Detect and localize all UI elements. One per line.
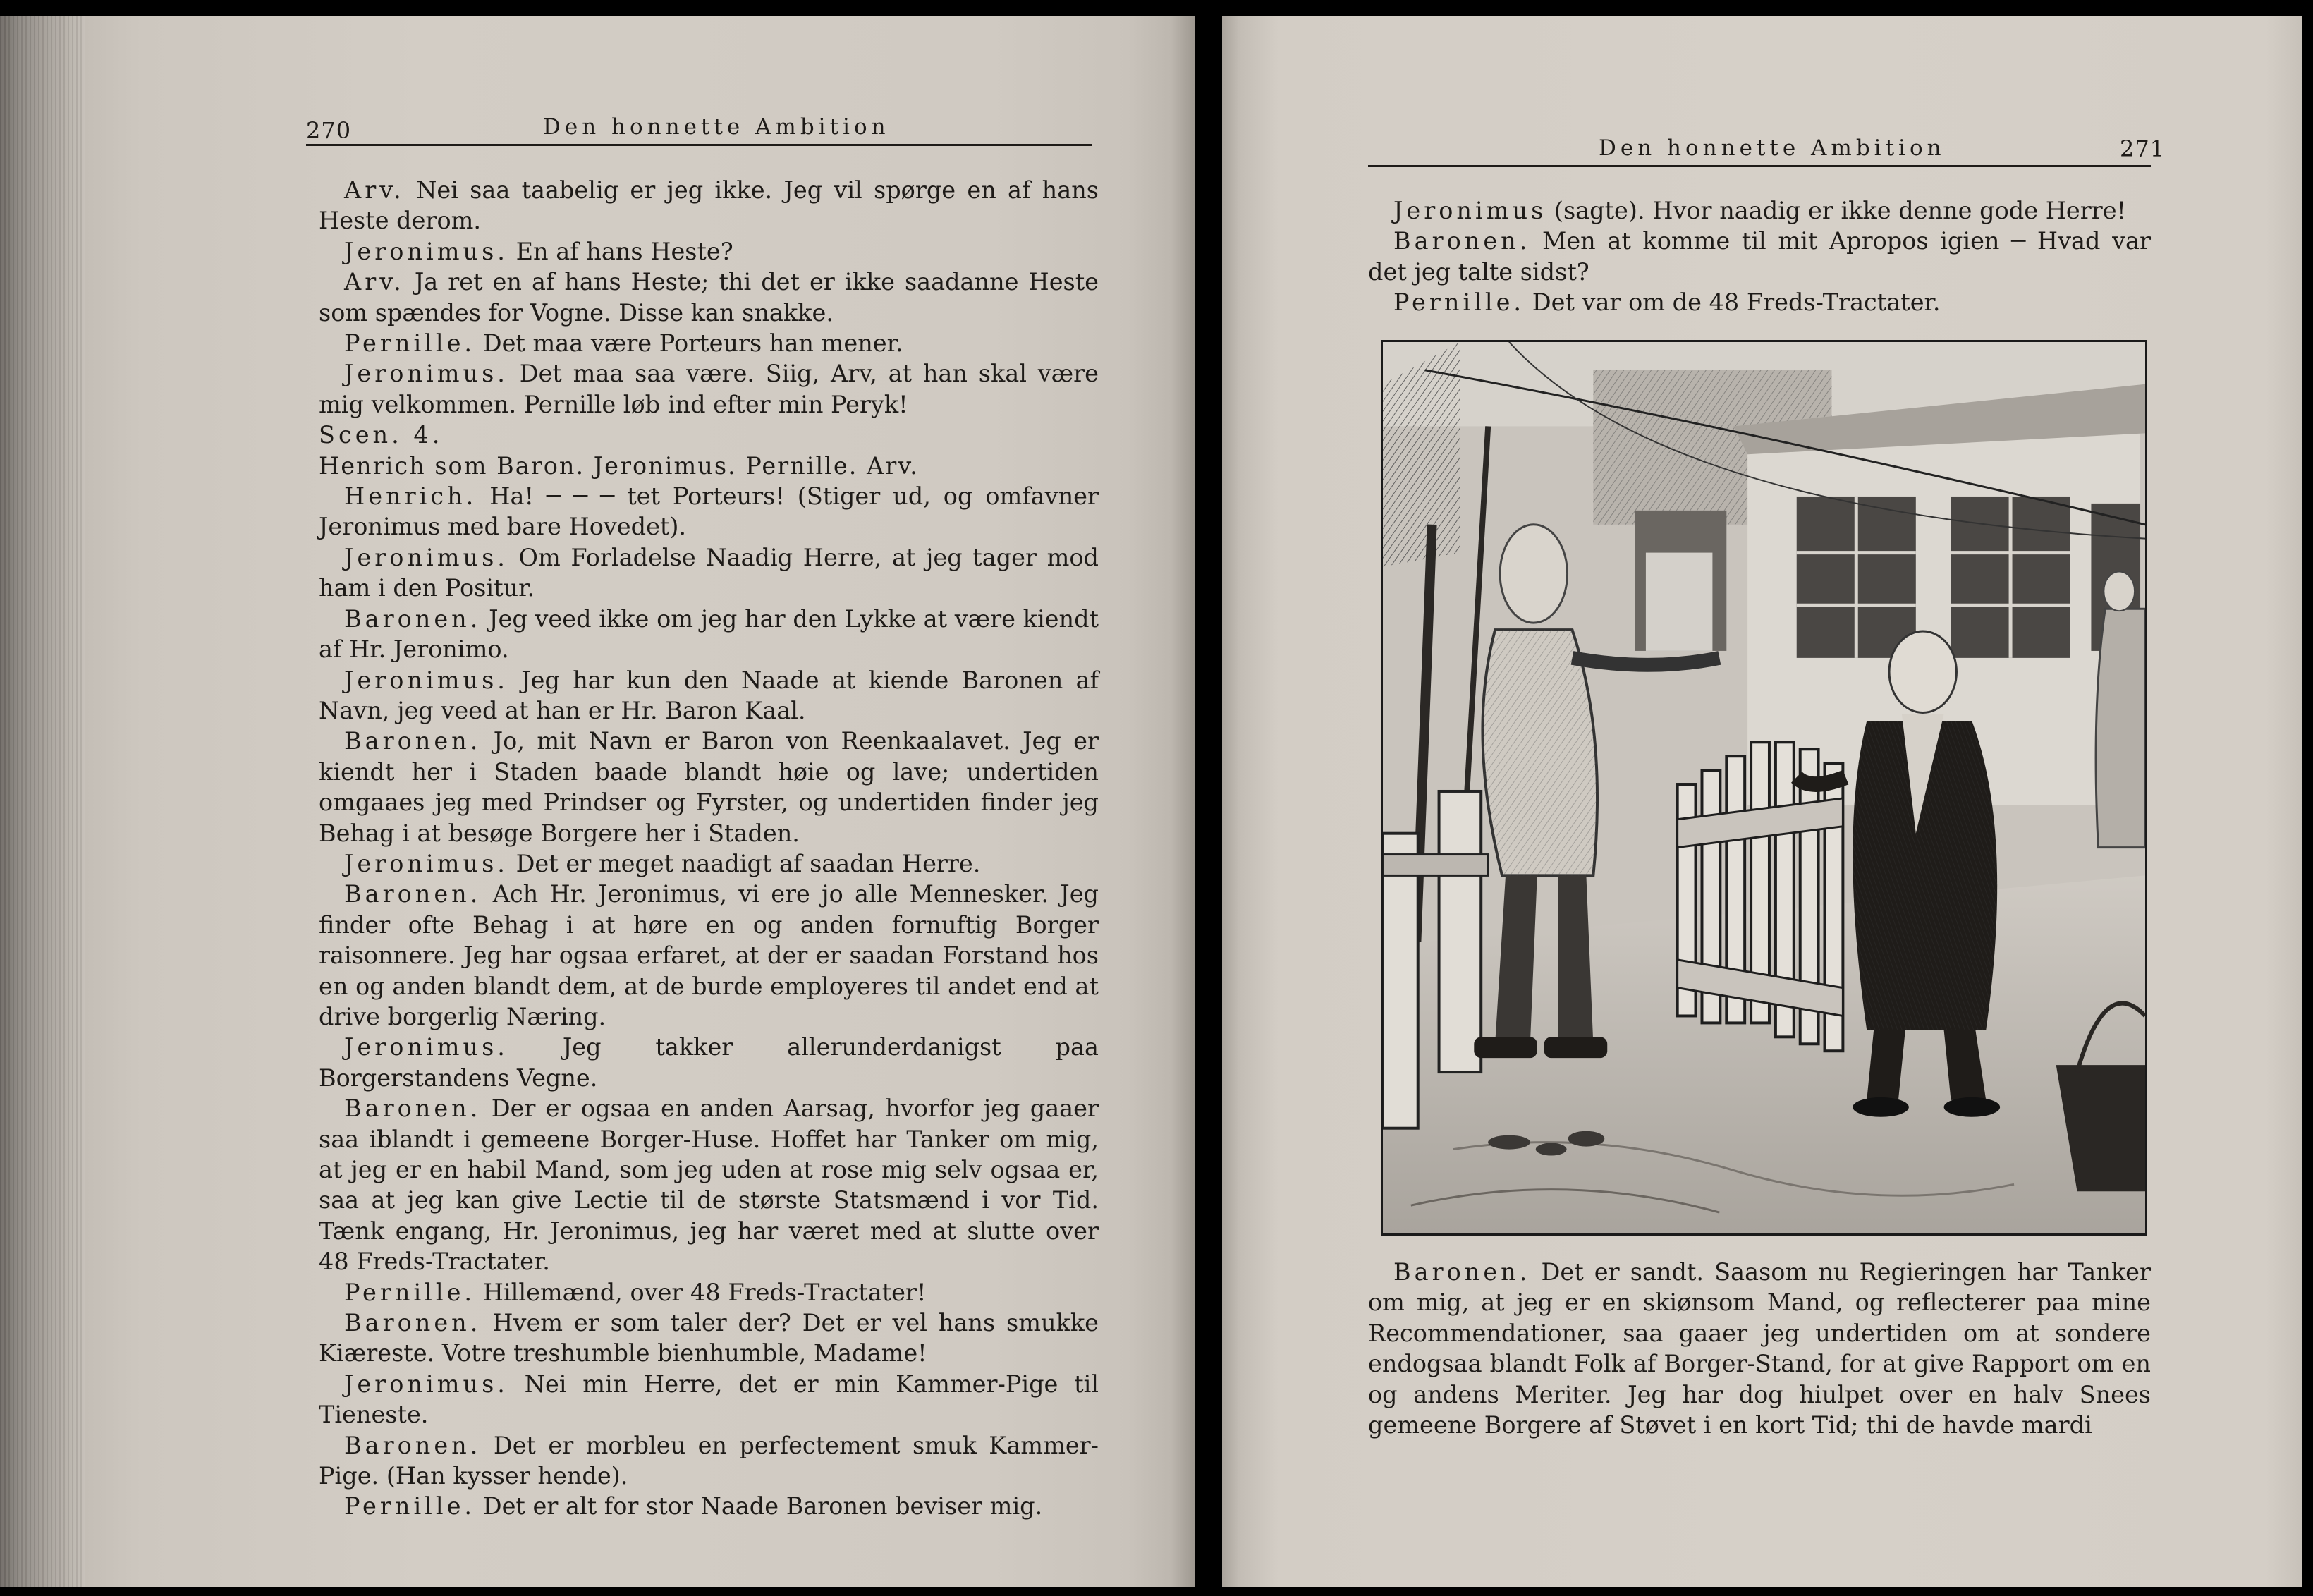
dialogue-line [319,604,1099,665]
dialogue-line [319,1032,1099,1093]
speech-text: Det maa være Porteurs han mener. [475,329,903,358]
speaker-name: Henrich. [344,482,477,511]
speech-text: Nei min Herre, det er min Kammer-Pige til Tieneste. [319,1370,1099,1429]
dialogue-line [319,267,1099,328]
dialogue-block [1368,195,2151,318]
speaker-name: Arv. [344,176,405,204]
left-page [0,16,1195,1587]
dialogue-line [319,328,1099,358]
speech-text: Jeg har kun den Naade at kiende Baronen af Navn, jeg veed at han er Hr. Baron Kaal. [319,666,1099,724]
speaker-name: Baronen. [1393,227,1531,255]
dialogue-line [1368,226,2151,287]
speech-text: Det var om de 48 Freds-Tractater. [1525,288,1941,317]
speaker-name: Jeronimus. [344,666,508,694]
speaker-name: Baronen. [344,1431,482,1459]
speaker-name: Jeronimus. [344,543,508,571]
speech-text: Det er morbleu en perfectement smuk Kammer-Pige. (Han kysser hende). [319,1431,1099,1490]
page-number: 271 [2120,135,2166,162]
scene-persons: Henrich som Baron. Jeronimus. Pernille. Arv. [319,451,919,480]
right-body-text-top [1368,195,2151,318]
speaker-name: Baronen. [1393,1258,1531,1286]
speaker-name: Pernille. [344,329,476,358]
speech-text: Nei saa taabelig er jeg ikke. Jeg vil spørge en af hans Heste derom. [319,176,1099,235]
scene-title: Scen. 4. [319,421,444,449]
page-number: 270 [306,117,352,144]
speaker-name: Jeronimus. [344,1033,508,1061]
scene-dialogue-block [319,481,1099,1522]
speech-text: Det er sandt. Saasom nu Regieringen har Tanker om mig, at jeg er en skiønsom Mand, og reflecterer paa mine Recommendationer, saa gaaer jeg undertiden om at sondere endogsaa blandt Folk af Borger-Stand, for at give Rapport om en og andens Meriter. Jeg har dog hiulpet over en halv Snees gemeene Borgere af Støvet i en kort Tid; thi de havde mardi [1368,1258,2151,1439]
dialogue-line [319,726,1099,848]
dialogue-block [319,175,1099,420]
speaker-name: Pernille. [1393,288,1525,317]
dialogue-line [319,358,1099,420]
header-rule [306,144,1092,146]
speech-text: Ach Hr. Jeronimus, vi ere jo alle Mennesker. Jeg finder ofte Behag i at høre en og anden fornuftig Borger raisonnere. Jeg har ogsaa erfaret, at der er saadan Forstand hos en og anden blandt dem, at de burde employeres til andet end at drive borgerlig Næring. [319,880,1099,1030]
speaker-name: Baronen. [344,727,482,755]
dialogue-line [319,848,1099,879]
speech-text: Om Forladelse Naadig Herre, at jeg tager mod ham i den Positur. [319,543,1099,602]
speaker-name: Baronen. [344,604,482,633]
speech-text: Hillemænd, over 48 Freds-Tractater! [475,1278,927,1306]
left-body-text [319,175,1099,1522]
page-fore-edge [0,16,85,1587]
engraving-image [1383,342,2145,1233]
speech-text: Det maa saa være. Siig, Arv, at han skal være mig velkommen. Pernille løb ind efter min Peryk! [319,360,1099,418]
speaker-name: Jeronimus. [344,849,508,877]
speaker-name: Baronen. [344,1309,482,1337]
speech-text: (sagte). Hvor naadig er ikke denne gode Herre! [1546,197,2127,224]
speech-text: Ja ret en af hans Heste; thi det er ikke saadanne Heste som spændes for Vogne. Disse kan snakke. [319,268,1099,327]
speaker-name: Pernille. [344,1492,476,1521]
engraving-illustration [1381,340,2147,1236]
dialogue-line [1368,287,2151,317]
dialogue-block [1368,1257,2151,1440]
dialogue-line [319,1093,1099,1277]
right-page [1222,16,2302,1587]
speaker-name: Jeronimus. [344,1370,508,1398]
dialogue-line [319,665,1099,726]
speech-text: Jeg takker allerunderdanigst paa Borgerstandens Vegne. [319,1033,1099,1092]
running-head: Den honnette Ambition [1599,135,1946,161]
dialogue-line [319,236,1099,267]
dialogue-line [1368,195,2151,226]
running-head: Den honnette Ambition [543,114,890,140]
speaker-name: Arv. [344,268,405,296]
dialogue-line [319,1277,1099,1308]
speaker-name: Jeronimus. [344,237,508,265]
speech-text: Jo, mit Navn er Baron von Reenkaalavet. Jeg er kiendt her i Staden baade blandt høie og lave; undertiden omgaaes jeg med Prindser og Fyrster, og undertiden finder jeg Behag i at besøge Borgere her i Staden. [319,727,1099,847]
dialogue-line [319,175,1099,236]
speaker-name: Baronen. [344,880,482,908]
dialogue-line [319,1491,1099,1521]
speech-text: Det er meget naadigt af saadan Herre. [508,849,981,877]
speech-text: Men at komme til mit Apropos igien ─ Hvad var det jeg talte sidst? [1368,227,2151,286]
dialogue-line [319,1308,1099,1369]
speaker-name: Pernille. [344,1278,476,1306]
speaker-name: Jeronimus [1393,197,1547,224]
speaker-name: Jeronimus. [344,360,508,388]
speech-text: Der er ogsaa en anden Aarsag, hvorfor jeg gaaer saa iblandt i gemeene Borger-Huse. Hoffet har Tanker om mig, at jeg er en habil Mand, som jeg uden at rose mig selv ogsaa er, saa at jeg kan give Lectie til de største Statsmænd i vor Tid. Tænk engang, Hr. Jeronimus, jeg har været med at slutte over 48 Freds-Tractater. [319,1095,1099,1276]
speech-text: Ha! ─ ─ ─ tet Porteurs! (Stiger ud, og omfavner Jeronimus med bare Hovedet). [319,482,1099,541]
dialogue-line [1368,1257,2151,1440]
dialogue-line [319,542,1099,604]
dialogue-line [319,481,1099,542]
dialogue-line [319,1430,1099,1492]
speech-text: Det er alt for stor Naade Baronen beviser mig. [475,1492,1043,1521]
speech-text: Hvem er som taler der? Det er vel hans smukke Kiæreste. Votre treshumble bienhumble, Madame! [319,1309,1099,1367]
dialogue-line [319,879,1099,1032]
header-rule [1368,165,2151,167]
right-body-text-bottom [1368,1257,2151,1440]
dialogue-line [319,1369,1099,1430]
speech-text: En af hans Heste? [508,237,733,265]
speaker-name: Baronen. [344,1095,482,1123]
speech-text: Jeg veed ikke om jeg har den Lykke at være kiendt af Hr. Jeronimo. [319,604,1099,664]
